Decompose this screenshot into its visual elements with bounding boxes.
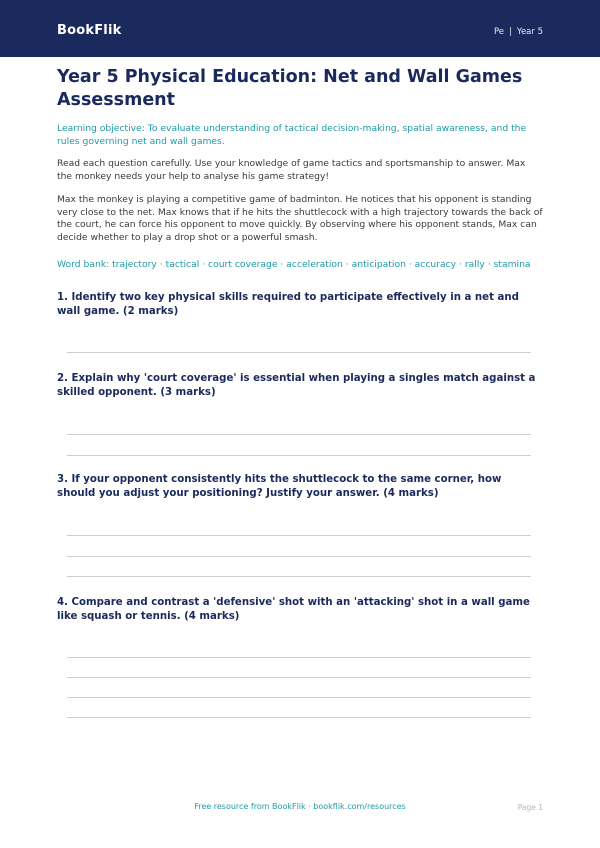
footer-link[interactable]: Free resource from BookFlik · bookflik.com/resources	[194, 802, 406, 811]
learning-objective: Learning objective: To evaluate understanding of tactical decision-making, spatial awareness, and the rules governing net and wall games.	[57, 123, 527, 147]
instructions-paragraph: Read each question carefully. Use your knowledge of game tactics and sportsmanship to answer. Max the monkey needs your help to analyse his game strategy!	[57, 158, 526, 182]
question-2: 2. Explain why 'court coverage' is essential when playing a singles match against a skilled opponent. (3 marks)	[57, 373, 536, 398]
answer-line[interactable]	[67, 535, 531, 536]
header-separator: |	[509, 27, 512, 37]
answer-line[interactable]	[67, 434, 531, 435]
question-3: 3. If your opponent consistently hits the shuttlecock to the same corner, how should you adjust your positioning? Justify your answer. (4 marks)	[57, 474, 502, 499]
answer-line[interactable]	[67, 352, 531, 353]
answer-line[interactable]	[67, 697, 531, 698]
answer-line[interactable]	[67, 657, 531, 658]
answer-line[interactable]	[67, 677, 531, 678]
answer-line[interactable]	[67, 455, 531, 456]
header-meta	[494, 27, 543, 37]
answer-line[interactable]	[67, 576, 531, 577]
brand-logo-text[interactable]: BookFlik	[57, 23, 122, 38]
answer-line[interactable]	[67, 556, 531, 557]
scenario-paragraph: Max the monkey is playing a competitive game of badminton. He notices that his opponent is standing very close to the net. Max knows that if he hits the shuttlecock with a high trajectory towards the back of the court, he can force his opponent to move quickly. By observing where his opponent stands, Max can decide whether to play a drop shot or a powerful smash.	[57, 194, 543, 243]
word-bank: Word bank: trajectory · tactical · court coverage · acceleration · anticipation · accuracy · rally · stamina	[57, 259, 531, 270]
page-header	[0, 0, 600, 57]
year-label: Year 5	[516, 27, 543, 37]
question-1: 1. Identify two key physical skills required to participate effectively in a net and wall game. (2 marks)	[57, 292, 519, 317]
page-title: Year 5 Physical Education: Net and Wall Games Assessment	[57, 67, 523, 110]
question-4: 4. Compare and contrast a 'defensive' shot with an 'attacking' shot in a wall game like squash or tennis. (4 marks)	[57, 597, 530, 622]
page-number: Page 1	[517, 803, 543, 812]
subject-label: Pe	[493, 27, 505, 37]
answer-line[interactable]	[67, 717, 531, 718]
